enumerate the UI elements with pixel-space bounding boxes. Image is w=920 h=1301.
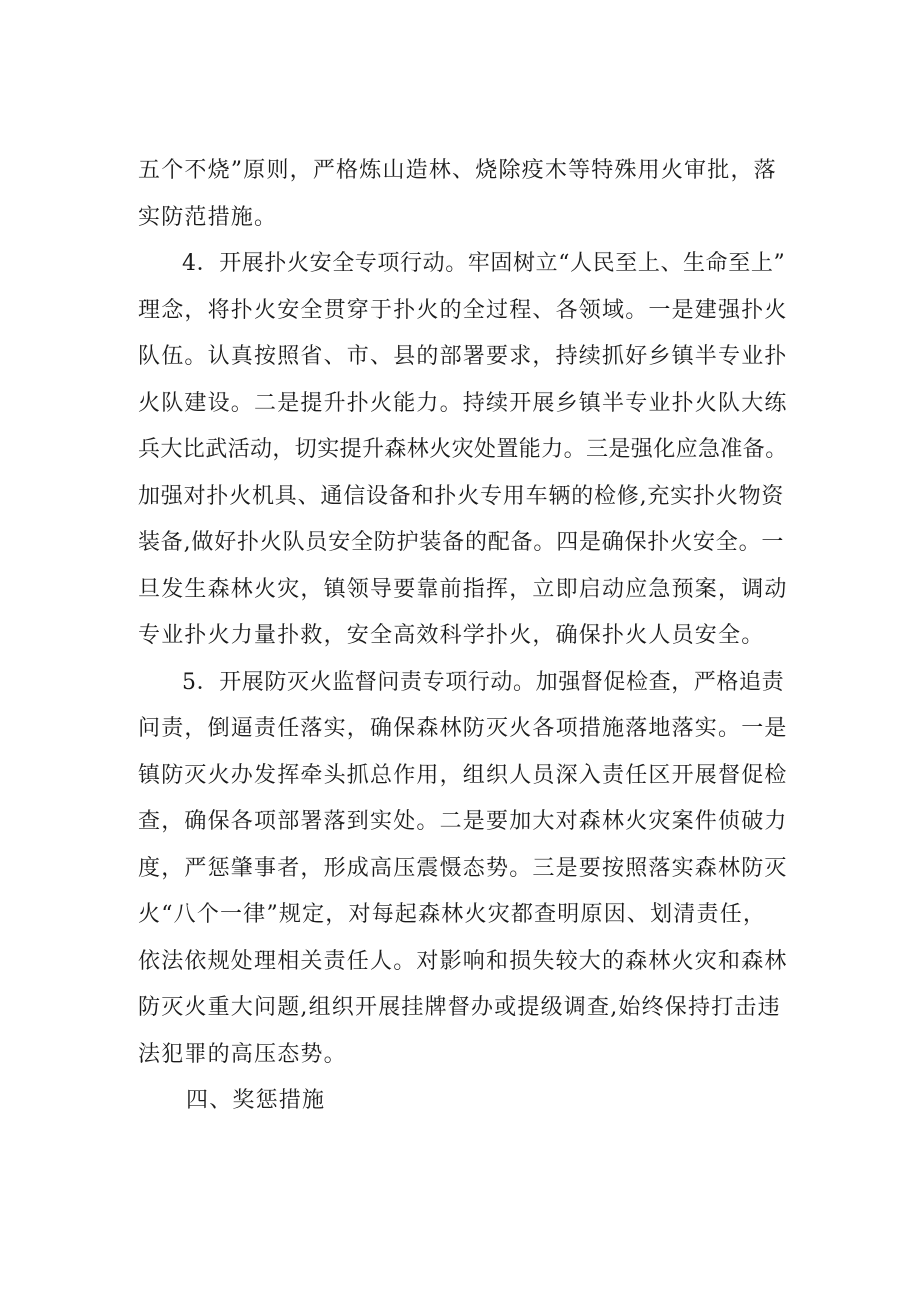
text-line: 火队建设。二是提升扑火能力。持续开展乡镇半专业扑火队大练 (138, 390, 788, 416)
text-line: 依法依规处理相关责任人。对影响和损失较大的森林火灾和森林 (138, 948, 788, 974)
paragraph-item-4 (138, 241, 788, 660)
text-line: 防灭火重大问题,组织开展挂牌督办或提级调查,始终保持打击违 (138, 995, 781, 1020)
text-line: 专业扑火力量扑救，安全高效科学扑火，确保扑火人员安全。 (138, 623, 765, 648)
text-line: 加强对扑火机具、通信设备和扑火专用车辆的检修,充实扑火物资 (138, 483, 785, 509)
text-line: 查，确保各项部署落到实处。二是要加大对森林火灾案件侦破力 (138, 809, 788, 834)
text-line: 镇防灭火办发挥牵头抓总作用，组织人员深入责任区开展督促检 (138, 762, 788, 788)
text-line: 问责，倒逼责任落实，确保森林防灭火各项措施落地落实。一是 (138, 716, 788, 741)
text-line: 法犯罪的高压态势。 (138, 1041, 347, 1067)
text-line: 队伍。认真按照省、市、县的部署要求，持续抓好乡镇半专业扑 (138, 344, 788, 369)
text-line: 度，严惩肇事者，形成高压震慑态势。三是要按照落实森林防灭 (138, 855, 788, 881)
section-heading: 四、奖惩措施 (186, 1088, 326, 1113)
text-line: 旦发生森林火灾，镇领导要靠前指挥，立即启动应急预案，调动 (138, 576, 788, 602)
paragraph-continued (138, 148, 788, 241)
text-line: 实防范措施。 (138, 204, 278, 230)
text-line: 火“八个一律”规定，对每起森林火灾都查明原因、划清责任， (138, 902, 767, 927)
text-line: 4．开展扑火安全专项行动。牢固树立“人民至上、生命至上” (182, 251, 786, 276)
text-line: 五个不烧”原则，严格炼山造林、烧除疫木等特殊用火审批，落 (138, 158, 777, 183)
document-page (138, 148, 788, 1125)
text-line: 装备,做好扑火队员安全防护装备的配备。四是确保扑火安全。一 (138, 530, 785, 555)
text-line: 5．开展防灭火监督问责专项行动。加强督促检查，严格追责 (182, 669, 785, 695)
text-line: 兵大比武活动，切实提升森林火灾处置能力。三是强化应急准备。 (138, 437, 788, 462)
text-line: 理念，将扑火安全贯穿于扑火的全过程、各领域。一是建强扑火 (138, 297, 788, 323)
paragraph-item-5 (138, 660, 788, 1079)
